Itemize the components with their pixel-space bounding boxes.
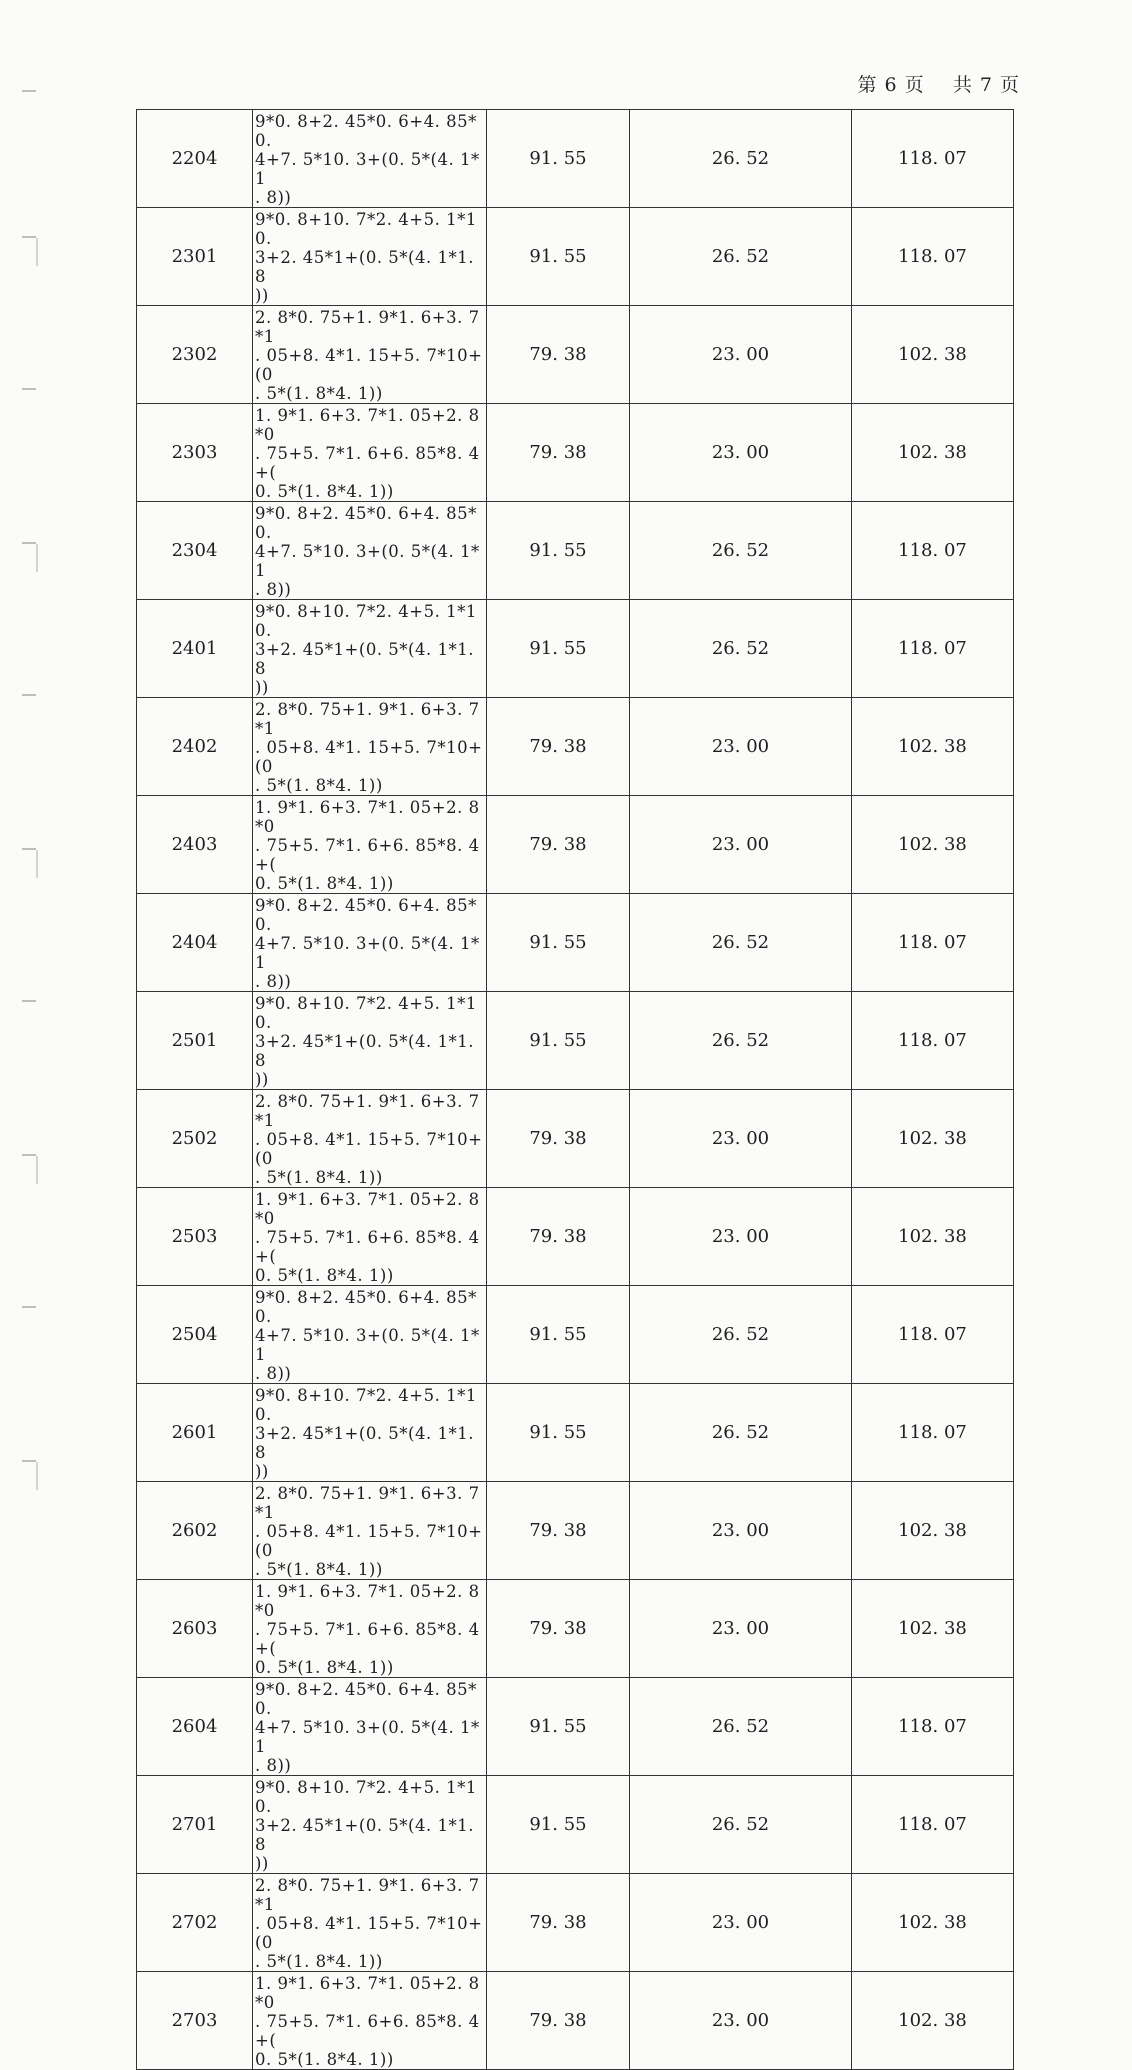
area-formula-cell: 2. 8*0. 75+1. 9*1. 6+3. 7*1 . 05+8. 4*1. 15+5. 7*10+(0 . 5*(1. 8*4. 1)) — [253, 1090, 487, 1188]
unit-number-cell: 2204 — [137, 110, 253, 208]
table-row — [137, 1972, 1014, 2070]
area-value-cell: 79. 38 — [487, 306, 630, 404]
total-area-cell: 102. 38 — [852, 306, 1014, 404]
area-formula-cell: 2. 8*0. 75+1. 9*1. 6+3. 7*1 . 05+8. 4*1. 15+5. 7*10+(0 . 5*(1. 8*4. 1)) — [253, 698, 487, 796]
total-area-cell: 118. 07 — [852, 1678, 1014, 1776]
area-value-cell: 91. 55 — [487, 1678, 630, 1776]
area-value-cell: 79. 38 — [487, 1090, 630, 1188]
total-area-cell: 118. 07 — [852, 992, 1014, 1090]
unit-number-cell: 2401 — [137, 600, 253, 698]
unit-number-cell: 2701 — [137, 1776, 253, 1874]
page-number-header — [857, 70, 1020, 97]
table-row — [137, 208, 1014, 306]
shared-area-cell: 23. 00 — [630, 1972, 852, 2070]
unit-number-cell: 2702 — [137, 1874, 253, 1972]
area-value-cell: 91. 55 — [487, 208, 630, 306]
area-value-cell: 91. 55 — [487, 1286, 630, 1384]
shared-area-cell: 26. 52 — [630, 110, 852, 208]
total-area-cell: 118. 07 — [852, 208, 1014, 306]
area-value-cell: 91. 55 — [487, 1776, 630, 1874]
table-row — [137, 1580, 1014, 1678]
total-area-cell: 118. 07 — [852, 1384, 1014, 1482]
shared-area-cell: 23. 00 — [630, 404, 852, 502]
area-formula-cell: 9*0. 8+10. 7*2. 4+5. 1*10. 3+2. 45*1+(0. 5*(4. 1*1. 8 )) — [253, 600, 487, 698]
shared-area-cell: 23. 00 — [630, 306, 852, 404]
shared-area-cell: 23. 00 — [630, 796, 852, 894]
total-area-cell: 102. 38 — [852, 1580, 1014, 1678]
area-formula-cell: 9*0. 8+2. 45*0. 6+4. 85*0. 4+7. 5*10. 3+(0. 5*(4. 1*1 . 8)) — [253, 1286, 487, 1384]
total-area-cell: 118. 07 — [852, 110, 1014, 208]
area-formula-cell: 9*0. 8+10. 7*2. 4+5. 1*10. 3+2. 45*1+(0. 5*(4. 1*1. 8 )) — [253, 992, 487, 1090]
unit-number-cell: 2304 — [137, 502, 253, 600]
area-formula-cell: 1. 9*1. 6+3. 7*1. 05+2. 8*0 . 75+5. 7*1. 6+6. 85*8. 4+( 0. 5*(1. 8*4. 1)) — [253, 404, 487, 502]
area-table-body — [137, 110, 1014, 2070]
total-area-cell: 102. 38 — [852, 1482, 1014, 1580]
area-formula-cell: 1. 9*1. 6+3. 7*1. 05+2. 8*0 . 75+5. 7*1. 6+6. 85*8. 4+( 0. 5*(1. 8*4. 1)) — [253, 796, 487, 894]
unit-number-cell: 2403 — [137, 796, 253, 894]
unit-number-cell: 2402 — [137, 698, 253, 796]
area-value-cell: 91. 55 — [487, 502, 630, 600]
unit-number-cell: 2603 — [137, 1580, 253, 1678]
table-row — [137, 992, 1014, 1090]
area-formula-cell: 9*0. 8+10. 7*2. 4+5. 1*10. 3+2. 45*1+(0. 5*(4. 1*1. 8 )) — [253, 1384, 487, 1482]
table-row — [137, 894, 1014, 992]
area-formula-cell: 2. 8*0. 75+1. 9*1. 6+3. 7*1 . 05+8. 4*1. 15+5. 7*10+(0 . 5*(1. 8*4. 1)) — [253, 1482, 487, 1580]
total-area-cell: 118. 07 — [852, 1286, 1014, 1384]
area-table — [136, 109, 1014, 2070]
table-row — [137, 1776, 1014, 1874]
shared-area-cell: 26. 52 — [630, 1678, 852, 1776]
area-formula-cell: 9*0. 8+2. 45*0. 6+4. 85*0. 4+7. 5*10. 3+(0. 5*(4. 1*1 . 8)) — [253, 894, 487, 992]
total-area-cell: 102. 38 — [852, 698, 1014, 796]
unit-number-cell: 2703 — [137, 1972, 253, 2070]
shared-area-cell: 23. 00 — [630, 1580, 852, 1678]
table-row — [137, 1482, 1014, 1580]
shared-area-cell: 26. 52 — [630, 208, 852, 306]
total-area-cell: 118. 07 — [852, 502, 1014, 600]
table-row — [137, 698, 1014, 796]
total-area-cell: 102. 38 — [852, 1874, 1014, 1972]
table-row — [137, 1286, 1014, 1384]
area-formula-cell: 9*0. 8+10. 7*2. 4+5. 1*10. 3+2. 45*1+(0. 5*(4. 1*1. 8 )) — [253, 208, 487, 306]
page-total: 共 7 页 — [952, 74, 1020, 96]
table-row — [137, 1678, 1014, 1776]
unit-number-cell: 2502 — [137, 1090, 253, 1188]
total-area-cell: 102. 38 — [852, 404, 1014, 502]
shared-area-cell: 23. 00 — [630, 1188, 852, 1286]
page-number: 第 6 页 — [857, 74, 925, 96]
table-row — [137, 1188, 1014, 1286]
binder-hole-marks — [0, 0, 60, 1600]
area-value-cell: 79. 38 — [487, 404, 630, 502]
area-formula-cell: 9*0. 8+2. 45*0. 6+4. 85*0. 4+7. 5*10. 3+(0. 5*(4. 1*1 . 8)) — [253, 502, 487, 600]
table-row — [137, 796, 1014, 894]
unit-number-cell: 2302 — [137, 306, 253, 404]
area-formula-cell: 9*0. 8+2. 45*0. 6+4. 85*0. 4+7. 5*10. 3+(0. 5*(4. 1*1 . 8)) — [253, 1678, 487, 1776]
unit-number-cell: 2501 — [137, 992, 253, 1090]
total-area-cell: 118. 07 — [852, 600, 1014, 698]
area-formula-cell: 2. 8*0. 75+1. 9*1. 6+3. 7*1 . 05+8. 4*1. 15+5. 7*10+(0 . 5*(1. 8*4. 1)) — [253, 1874, 487, 1972]
unit-number-cell: 2301 — [137, 208, 253, 306]
area-formula-cell: 9*0. 8+2. 45*0. 6+4. 85*0. 4+7. 5*10. 3+(0. 5*(4. 1*1 . 8)) — [253, 110, 487, 208]
shared-area-cell: 26. 52 — [630, 992, 852, 1090]
table-row — [137, 600, 1014, 698]
shared-area-cell: 26. 52 — [630, 1384, 852, 1482]
area-formula-cell: 1. 9*1. 6+3. 7*1. 05+2. 8*0 . 75+5. 7*1. 6+6. 85*8. 4+( 0. 5*(1. 8*4. 1)) — [253, 1188, 487, 1286]
shared-area-cell: 26. 52 — [630, 1776, 852, 1874]
shared-area-cell: 23. 00 — [630, 1482, 852, 1580]
total-area-cell: 118. 07 — [852, 1776, 1014, 1874]
total-area-cell: 102. 38 — [852, 1090, 1014, 1188]
unit-number-cell: 2504 — [137, 1286, 253, 1384]
area-value-cell: 79. 38 — [487, 1580, 630, 1678]
shared-area-cell: 23. 00 — [630, 1090, 852, 1188]
unit-number-cell: 2604 — [137, 1678, 253, 1776]
shared-area-cell: 26. 52 — [630, 600, 852, 698]
area-value-cell: 79. 38 — [487, 1482, 630, 1580]
area-formula-cell: 1. 9*1. 6+3. 7*1. 05+2. 8*0 . 75+5. 7*1. 6+6. 85*8. 4+( 0. 5*(1. 8*4. 1)) — [253, 1580, 487, 1678]
shared-area-cell: 26. 52 — [630, 894, 852, 992]
area-value-cell: 91. 55 — [487, 992, 630, 1090]
unit-number-cell: 2404 — [137, 894, 253, 992]
area-formula-cell: 9*0. 8+10. 7*2. 4+5. 1*10. 3+2. 45*1+(0. 5*(4. 1*1. 8 )) — [253, 1776, 487, 1874]
shared-area-cell: 23. 00 — [630, 1874, 852, 1972]
table-row — [137, 1090, 1014, 1188]
shared-area-cell: 23. 00 — [630, 698, 852, 796]
unit-number-cell: 2503 — [137, 1188, 253, 1286]
area-value-cell: 79. 38 — [487, 1188, 630, 1286]
total-area-cell: 118. 07 — [852, 894, 1014, 992]
table-row — [137, 1874, 1014, 1972]
unit-number-cell: 2602 — [137, 1482, 253, 1580]
unit-number-cell: 2303 — [137, 404, 253, 502]
area-value-cell: 91. 55 — [487, 1384, 630, 1482]
table-row — [137, 110, 1014, 208]
table-row — [137, 404, 1014, 502]
area-value-cell: 91. 55 — [487, 110, 630, 208]
area-value-cell: 79. 38 — [487, 1874, 630, 1972]
total-area-cell: 102. 38 — [852, 1972, 1014, 2070]
table-row — [137, 306, 1014, 404]
area-formula-cell: 1. 9*1. 6+3. 7*1. 05+2. 8*0 . 75+5. 7*1. 6+6. 85*8. 4+( 0. 5*(1. 8*4. 1)) — [253, 1972, 487, 2070]
area-value-cell: 79. 38 — [487, 698, 630, 796]
table-row — [137, 502, 1014, 600]
unit-number-cell: 2601 — [137, 1384, 253, 1482]
area-value-cell: 91. 55 — [487, 600, 630, 698]
area-formula-cell: 2. 8*0. 75+1. 9*1. 6+3. 7*1 . 05+8. 4*1. 15+5. 7*10+(0 . 5*(1. 8*4. 1)) — [253, 306, 487, 404]
area-value-cell: 79. 38 — [487, 796, 630, 894]
total-area-cell: 102. 38 — [852, 1188, 1014, 1286]
table-row — [137, 1384, 1014, 1482]
shared-area-cell: 26. 52 — [630, 1286, 852, 1384]
area-value-cell: 79. 38 — [487, 1972, 630, 2070]
area-value-cell: 91. 55 — [487, 894, 630, 992]
total-area-cell: 102. 38 — [852, 796, 1014, 894]
shared-area-cell: 26. 52 — [630, 502, 852, 600]
